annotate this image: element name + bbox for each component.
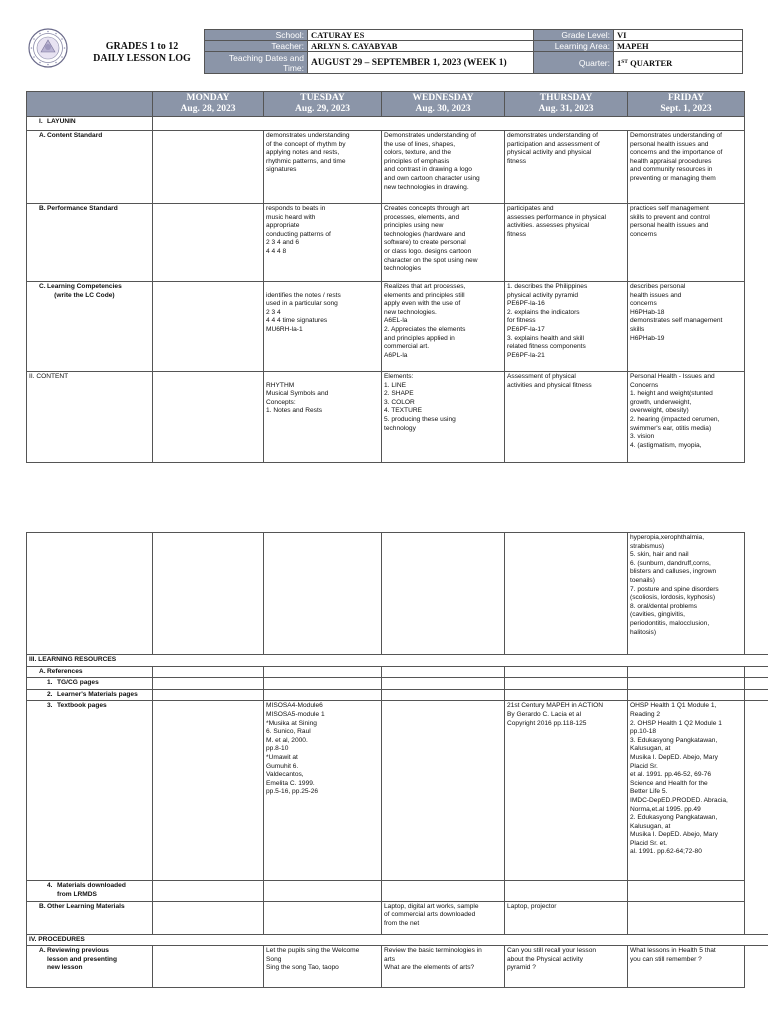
- title-line-2: DAILY LESSON LOG: [93, 53, 191, 64]
- learning-area-label: Learning Area:: [534, 41, 614, 52]
- cell-learning-competencies-mon: [153, 282, 264, 372]
- header-info-grid: [204, 29, 743, 74]
- lesson-log-table-page-1: [26, 91, 745, 463]
- header-blank: [27, 92, 153, 117]
- cell-other-materials-thu: Laptop, projector: [505, 901, 628, 934]
- cell-learning-competencies-thu: 1. describes the Philippines physical activity pyramid PE6PF-la-16 2. explains the indicators for fitness PE6PF-la-17 3. explains health and skill related fitness components PE6PF-la-21: [505, 282, 628, 372]
- cell-continued-fri: hyperopia,xerophthalmia, strabismus) 5. skin, hair and nail 6. (sunburn, dandruff,corns, blisters and calluses, ingrown toenails) 7. posture and spine disorders (scoliosis, lordosis, kyphosis) 8. oral/dental problems (cavities, gingivitis, periodontitis, malocclusion, halitosis): [628, 533, 745, 655]
- quarter-number: 1: [617, 57, 622, 68]
- performance-standard-label: B.Performance Standard: [27, 204, 153, 282]
- procedures-label: IV. PROCEDURES: [27, 934, 768, 946]
- day-header-row: [27, 92, 745, 117]
- content-label: II. CONTENT: [27, 372, 153, 463]
- section-row-layunin: [27, 117, 745, 131]
- cell-continued-thu: [505, 533, 628, 655]
- cell-performance-standard-mon: [153, 204, 264, 282]
- cell-continued-mon: [153, 533, 264, 655]
- quarter-value: [614, 52, 743, 74]
- row-reviewing-previous-lesson: [27, 946, 768, 988]
- cell-content-standard-tue: demonstrates understanding of the concept of rhythm by applying notes and rests, rhythmic patterns, and time signatures: [264, 131, 382, 204]
- day-header-monday: MONDAY Aug. 28, 2023: [153, 92, 264, 117]
- day-header-friday: FRIDAY Sept. 1, 2023: [628, 92, 745, 117]
- row-learners-materials: [27, 689, 768, 701]
- cell-textbook-wed: [382, 701, 505, 881]
- row-performance-standard: [27, 204, 745, 282]
- quarter-word: QUARTER: [627, 57, 673, 68]
- day-header-tuesday: TUESDAY Aug. 29, 2023: [264, 92, 382, 117]
- learning-area-value: MAPEH: [614, 41, 743, 52]
- row-content: [27, 372, 745, 463]
- row-tg-cg-pages: [27, 678, 768, 690]
- learning-resources-label: III. LEARNING RESOURCES: [27, 655, 768, 667]
- cell-textbook-mon: [153, 701, 264, 881]
- cell-other-materials-tue: [264, 901, 382, 934]
- cell-content-thu: Assessment of physical activities and physical fitness: [505, 372, 628, 463]
- reviewing-label: A.Reviewing previous lesson and presenting new lesson: [27, 946, 153, 988]
- cell-content-standard-thu: demonstrates understanding of participation and assessment of physical activity and physical fitness: [505, 131, 628, 204]
- cell-content-standard-fri: Demonstrates understanding of personal health issues and concerns and the importance of health appraisal procedures and community resources in preventing or managing them: [628, 131, 745, 204]
- grade-level-label: Grade Level:: [534, 30, 614, 41]
- cell-content-wed: Elements: 1. LINE 2. SHAPE 3. COLOR 4. TEXTURE 5. producing these using technology: [382, 372, 505, 463]
- cell-content-standard-wed: Demonstrates understanding of the use of lines, shapes, colors, texture, and the principles of emphasis and contrast in drawing a logo and own cartoon character using new technologies in drawing.: [382, 131, 505, 204]
- references-label: A.References: [27, 666, 153, 678]
- cell-reviewing-wed: Review the basic terminologies in arts What are the elements of arts?: [382, 946, 505, 988]
- cell-reviewing-mon: [153, 946, 264, 988]
- teacher-value: ARLYN S. CAYABYAB: [308, 41, 534, 52]
- cell-reviewing-tue: Let the pupils sing the Welcome Song Sing the song Tao, taopo: [264, 946, 382, 988]
- cell-content-fri: Personal Health - Issues and Concerns 1. height and weight(stunted growth, underweight, overweight, obesity) 2. hearing (impacted cerumen, swimmer's ear, otitis media) 3. vision 4. (astigmatism, myopia,: [628, 372, 745, 463]
- row-content-standard: [27, 131, 745, 204]
- cell-content-standard-mon: [153, 131, 264, 204]
- tg-cg-pages-label: 1. TG/CG pages: [27, 678, 153, 690]
- grade-level-value: VI: [614, 30, 743, 41]
- other-learning-materials-label: B.Other Learning Materials: [27, 901, 153, 934]
- deped-seal-icon: [28, 28, 68, 68]
- teaching-dates-label: Teaching Dates and Time:: [205, 52, 308, 74]
- row-content-continued: [27, 533, 768, 655]
- title-line-1: GRADES 1 to 12: [105, 41, 179, 52]
- section-row-learning-resources: [27, 655, 768, 667]
- textbook-pages-label: 3. Textbook pages: [27, 701, 153, 881]
- cell-reviewing-thu: Can you still recall your lesson about the Physical activity pyramid ?: [505, 946, 628, 988]
- cell-performance-standard-wed: Creates concepts through art processes, elements, and principles using new technologies (hardware and software) to create personal or class logo. designs cartoon character on the spot using new technologies: [382, 204, 505, 282]
- cell-textbook-thu: 21st Century MAPEH in ACTION By Gerardo C. Lacia et al Copyright 2016 pp.118-125: [505, 701, 628, 881]
- learners-materials-label: 2. Learner's Materials pages: [27, 689, 153, 701]
- lesson-log-table-page-2: [26, 532, 768, 988]
- school-label: School:: [205, 30, 308, 41]
- lrmds-materials-label: 4. Materials downloaded from LRMDS: [27, 881, 153, 901]
- cell-continued-tue: [264, 533, 382, 655]
- school-value: CATURAY ES: [308, 30, 534, 41]
- teaching-dates-value: AUGUST 29 – SEPTEMBER 1, 2023 (WEEK 1): [308, 52, 534, 74]
- cell-textbook-fri: OHSP Health 1 Q1 Module 1, Reading 2 2. OHSP Health 1 Q2 Module 1 pp.10-18 3. Edukasyong Pangkatawan, Kalusugan, at Musika I. DepED. Abejo, Mary Placid Sr. et al. 1991. pp.46-52, 69-76 Science and Health for the Better Life 5. IMDC-DepED.PRODED. Abracia, Norma,et.al 1995. pp.49 2. Edukasyong Pangkatawan, Kalusugan, at Musika I. DepED. Abejo, Mary Placid Sr. et. al. 1991. pp.62-64;72-80: [628, 701, 745, 881]
- cell-performance-standard-fri: practices self management skills to prevent and control personal health issues and concerns: [628, 204, 745, 282]
- day-header-thursday: THURSDAY Aug. 31, 2023: [505, 92, 628, 117]
- cell-content-tue: RHYTHM Musical Symbols and Concepts: 1. Notes and Rests: [264, 372, 382, 463]
- teacher-label: Teacher:: [205, 41, 308, 52]
- section-row-procedures: [27, 934, 768, 946]
- cell-content-mon: [153, 372, 264, 463]
- content-standard-label: A.Content Standard: [27, 131, 153, 204]
- row-other-learning-materials: [27, 901, 768, 934]
- cell-continued-label: [27, 533, 153, 655]
- row-lrmds-materials: [27, 881, 768, 901]
- row-references: [27, 666, 768, 678]
- day-header-wednesday: WEDNESDAY Aug. 30, 2023: [382, 92, 505, 117]
- quarter-suffix: ST: [621, 58, 628, 65]
- cell-performance-standard-thu: participates and assesses performance in physical activities. assesses physical fitness: [505, 204, 628, 282]
- cell-other-materials-fri: [628, 901, 745, 934]
- learning-competencies-label: C.Learning Competencies (write the LC Code): [27, 282, 153, 372]
- layunin-label: I. LAYUNIN: [27, 117, 153, 131]
- cell-continued-wed: [382, 533, 505, 655]
- cell-performance-standard-tue: responds to beats in music heard with appropriate conducting patterns of 2 3 4 and 6 4 4 4 8: [264, 204, 382, 282]
- row-learning-competencies: [27, 282, 745, 372]
- cell-other-materials-wed: Laptop, digital art works, sample of commercial arts downloaded from the net: [382, 901, 505, 934]
- cell-textbook-tue: MISOSA4-Module6 MISOSA5-module 1 *Musika at Sining 6. Sunico, Raul M. et al, 2000. pp.8-10 *Umawit at Gumuhit 6. Valdecantos, Emelita C. 1999. pp.5-16, pp.25-26: [264, 701, 382, 881]
- cell-reviewing-fri: What lessons in Health 5 that you can still remember ?: [628, 946, 745, 988]
- cell-learning-competencies-wed: Realizes that art processes, elements and principles still apply even with the use of new technologies. A6EL-la 2. Appreciates the elements and principles applied in commercial art. A6PL-la: [382, 282, 505, 372]
- cell-learning-competencies-fri: describes personal health issues and concerns H6PHab-18 demonstrates self management skills H6PHab-19: [628, 282, 745, 372]
- quarter-label: Quarter:: [534, 52, 614, 74]
- document-title: [80, 41, 204, 65]
- row-textbook-pages: [27, 701, 768, 881]
- cell-other-materials-mon: [153, 901, 264, 934]
- cell-learning-competencies-tue: identifies the notes / rests used in a particular song 2 3 4 4 4 4 time signatures MU6RH-la-1: [264, 282, 382, 372]
